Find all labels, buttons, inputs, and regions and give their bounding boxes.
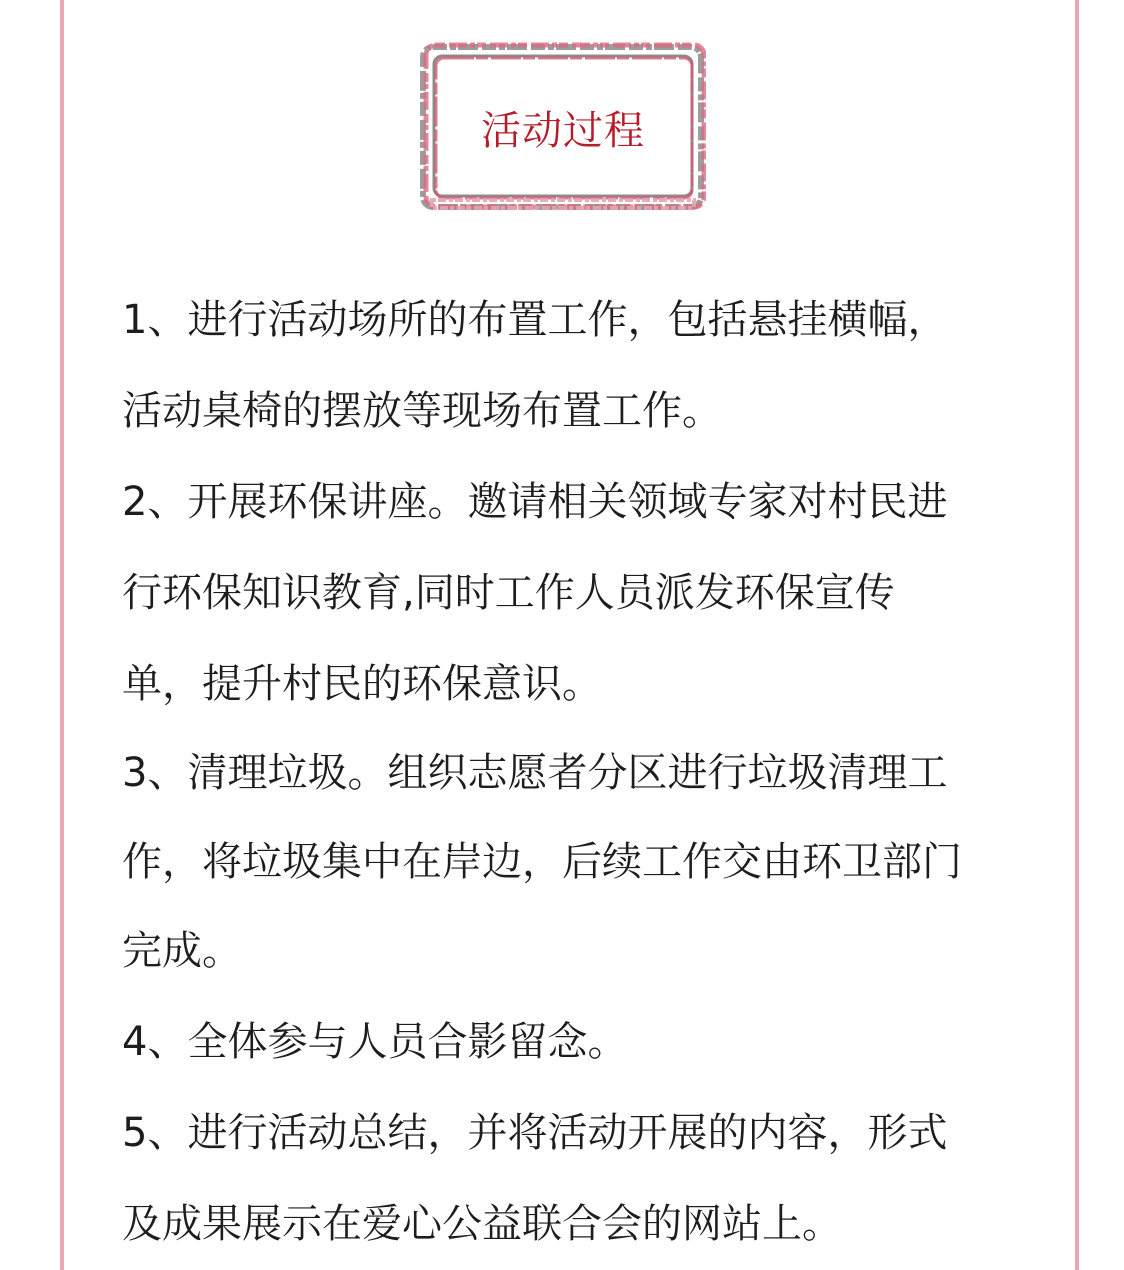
text-line: 5、进行活动总结，并将活动开展的内容，形式 — [122, 1110, 948, 1156]
section-title-box — [420, 42, 706, 212]
left-border-line — [60, 0, 64, 1270]
section-title: 活动过程 — [481, 107, 645, 154]
text-line: 作，将垃圾集中在岸边，后续工作交由环卫部门 — [122, 839, 962, 885]
text-line: 完成。 — [122, 928, 242, 974]
right-border-line — [1075, 0, 1079, 1270]
text-line: 2、开展环保讲座。邀请相关领域专家对村民进 — [122, 479, 948, 525]
text-line: 3、清理垃圾。组织志愿者分区进行垃圾清理工 — [122, 750, 948, 796]
text-line: 活动桌椅的摆放等现场布置工作。 — [122, 388, 722, 434]
text-line: 1、进行活动场所的布置工作，包括悬挂横幅， — [122, 297, 948, 343]
activity-steps — [122, 284, 1022, 1270]
text-line: 单，提升村民的环保意识。 — [122, 661, 602, 707]
text-line: 行环保知识教育,同时工作人员派发环保宣传 — [122, 570, 895, 616]
text-line: 4、全体参与人员合影留念。 — [122, 1019, 628, 1065]
text-line: 及成果展示在爱心公益联合会的网站上。 — [122, 1201, 842, 1247]
